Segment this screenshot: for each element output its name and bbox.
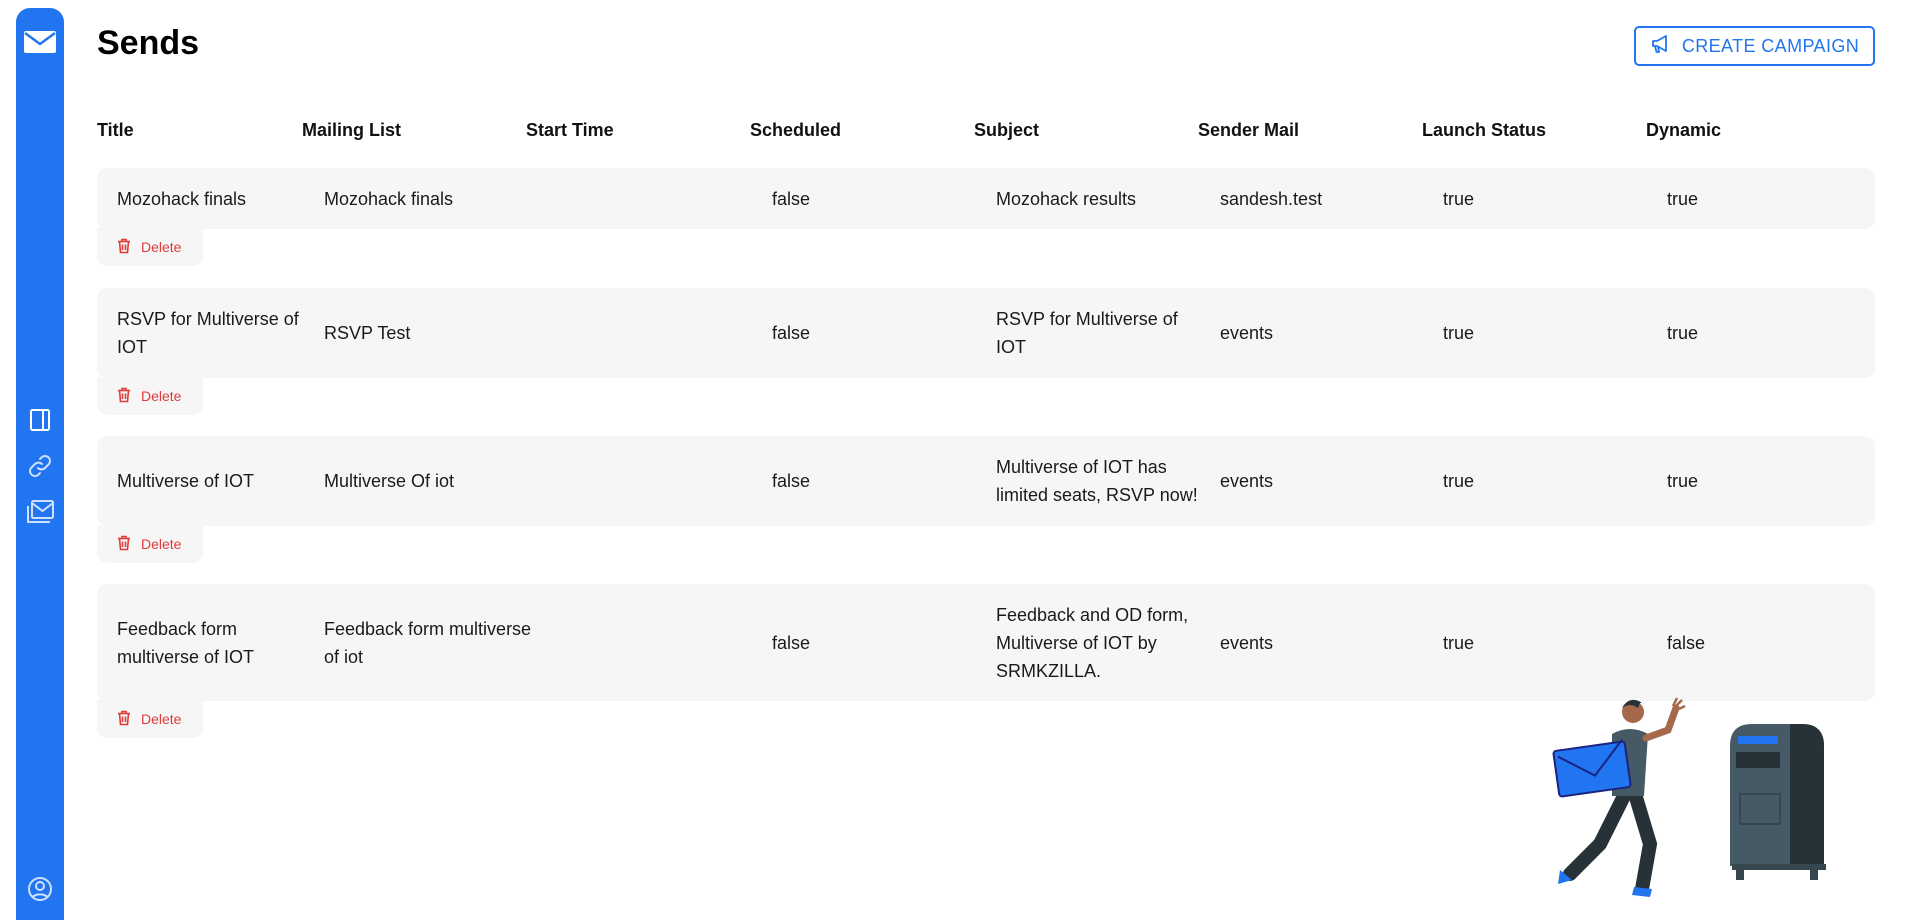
sidebar <box>16 8 64 920</box>
megaphone-icon <box>1650 34 1670 59</box>
cell-dynamic: false <box>1667 632 1706 653</box>
trash-icon <box>117 238 131 257</box>
delete-label: Delete <box>141 536 182 552</box>
cell-mailing-list: Mozohack finals <box>324 188 454 209</box>
col-start-time[interactable]: Start Time <box>526 120 614 140</box>
cell-scheduled: false <box>772 188 811 209</box>
trash-icon <box>117 535 131 554</box>
cell-subject: Mozohack results <box>996 188 1137 209</box>
mail-stack-icon[interactable] <box>16 498 64 526</box>
cell-sender-mail: sandesh.test <box>1220 188 1323 209</box>
cell-dynamic: true <box>1667 188 1699 209</box>
cell-scheduled: false <box>772 323 811 343</box>
delete-label: Delete <box>141 388 182 404</box>
col-mailing-list[interactable]: Mailing List <box>302 120 401 140</box>
delete-label: Delete <box>141 711 182 727</box>
cell-title: Feedback form multiverse of IOT <box>117 618 255 667</box>
cell-scheduled: false <box>772 471 811 491</box>
cell-title: RSVP for Multiverse of IOT <box>117 309 299 357</box>
table-row[interactable] <box>97 288 1875 378</box>
cell-subject: RSVP for Multiverse of IOT <box>996 309 1178 357</box>
cell-subject: Multiverse of IOT has limited seats, RSVP now! <box>996 457 1198 505</box>
cell-launch-status: true <box>1443 632 1475 653</box>
trash-icon <box>117 387 131 406</box>
cell-scheduled: false <box>772 632 811 653</box>
page-title: Sends <box>97 24 200 62</box>
book-icon[interactable] <box>16 408 64 432</box>
table-header <box>97 120 1875 144</box>
cell-sender-mail: events <box>1220 323 1274 343</box>
cell-dynamic: true <box>1667 323 1699 343</box>
mail-delivery-illustration <box>1530 694 1830 909</box>
cell-mailing-list: Feedback form multiverse of iot <box>324 618 532 667</box>
cell-mailing-list: RSVP Test <box>324 323 411 343</box>
cell-launch-status: true <box>1443 471 1475 491</box>
table-row[interactable] <box>97 436 1875 526</box>
cell-launch-status: true <box>1443 188 1475 209</box>
cell-sender-mail: events <box>1220 632 1274 653</box>
mail-logo-icon[interactable] <box>16 30 64 54</box>
cell-title: Mozohack finals <box>117 188 247 209</box>
col-scheduled[interactable]: Scheduled <box>750 120 842 140</box>
col-sender-mail[interactable]: Sender Mail <box>1198 120 1300 140</box>
trash-icon <box>117 710 131 729</box>
cell-dynamic: true <box>1667 471 1699 491</box>
cell-launch-status: true <box>1443 323 1475 343</box>
col-title[interactable]: Title <box>97 120 134 140</box>
col-launch-status[interactable]: Launch Status <box>1422 120 1547 140</box>
delete-button[interactable] <box>97 228 203 266</box>
link-icon[interactable] <box>16 453 64 479</box>
delete-button[interactable] <box>97 700 203 738</box>
create-campaign-button[interactable] <box>1634 26 1875 66</box>
table-row[interactable] <box>97 168 1875 229</box>
table-row[interactable] <box>97 584 1875 701</box>
cell-sender-mail: events <box>1220 471 1274 491</box>
cell-title: Multiverse of IOT <box>117 471 255 491</box>
delete-button[interactable] <box>97 377 203 415</box>
create-campaign-label: CREATE CAMPAIGN <box>1681 35 1860 56</box>
col-dynamic[interactable]: Dynamic <box>1646 120 1722 140</box>
cell-mailing-list: Multiverse Of iot <box>324 471 455 491</box>
cell-subject: Feedback and OD form, Multiverse of IOT by SRMKZILLA. <box>996 604 1189 681</box>
col-subject[interactable]: Subject <box>974 120 1040 140</box>
delete-label: Delete <box>141 239 182 255</box>
user-circle-icon[interactable] <box>16 876 64 902</box>
delete-button[interactable] <box>97 525 203 563</box>
